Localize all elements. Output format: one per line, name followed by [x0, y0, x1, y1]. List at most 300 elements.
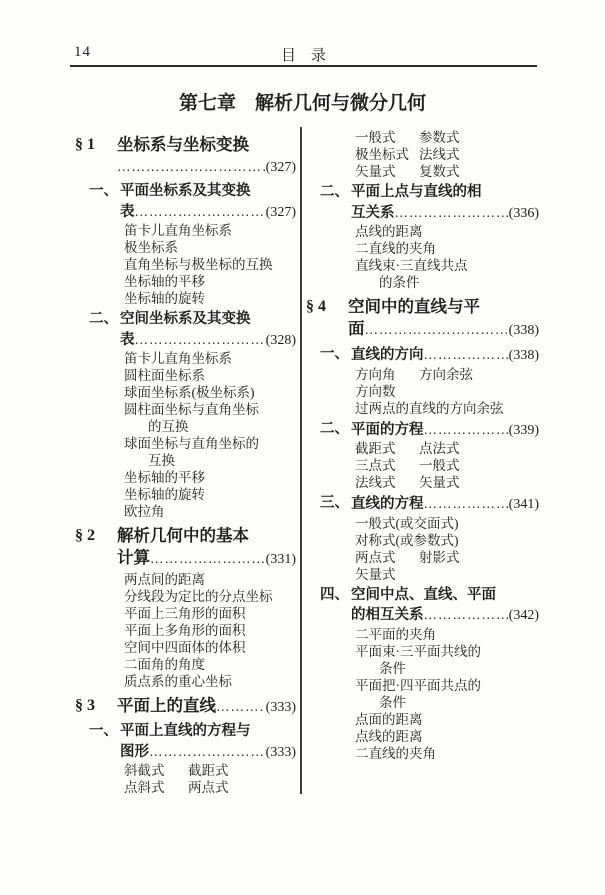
entry-label: 二、 — [320, 184, 349, 200]
entry-text: 平面把·四平面共点的 — [355, 677, 481, 693]
entry-text: 的条件 — [379, 275, 420, 290]
entry-line — [355, 383, 539, 400]
entry-text: 条件 — [379, 694, 406, 710]
entry-text: 坐标系与坐标变换 — [117, 135, 249, 154]
entry-text: 的互换 — [148, 419, 189, 434]
toc-item-entry — [355, 643, 539, 677]
entry-body — [124, 435, 296, 469]
toc-item-entry — [355, 223, 539, 240]
toc-pair-entry — [355, 457, 539, 474]
entry-text: 笛卡儿直角坐标系 — [124, 351, 232, 366]
entry-line — [124, 588, 296, 605]
entry-body — [355, 163, 539, 180]
toc-pair-entry — [355, 146, 539, 163]
entry-label: 一、 — [320, 346, 349, 362]
running-title: 目 录 — [280, 48, 326, 64]
page-ref: (327) — [265, 160, 296, 175]
entry-text: 坐标轴的旋转 — [124, 487, 205, 502]
page-ref: (338) — [508, 348, 539, 363]
entry-body — [351, 183, 539, 223]
entry-line — [355, 660, 539, 677]
entry-body — [355, 566, 539, 583]
entry-label: 一、 — [89, 723, 118, 739]
dot-leader — [216, 696, 265, 718]
entry-line — [355, 223, 539, 240]
entry-text: 点线的距离 — [355, 728, 423, 744]
toc-item-entry — [124, 350, 296, 367]
entry-label: 二、 — [320, 420, 349, 437]
entry-line — [117, 134, 296, 156]
toc-item-entry — [124, 256, 296, 273]
dot-leader — [395, 203, 508, 223]
entry-text: 极坐标系 — [124, 240, 178, 255]
entry-line — [355, 146, 539, 163]
toc-item-entry — [124, 486, 296, 503]
entry-body — [124, 384, 296, 401]
toc-item-entry — [355, 383, 539, 400]
entry-text: 一般式(或交面式) — [355, 515, 459, 531]
entry-text: 空间坐标系及其变换 — [120, 311, 251, 327]
entry-text: 表 — [120, 203, 135, 220]
entry-line — [124, 256, 296, 273]
entry-text: 两点式 — [188, 780, 229, 795]
entry-body — [124, 639, 296, 656]
toc-item-entry — [355, 257, 539, 291]
entry-line — [355, 457, 539, 474]
dot-leader — [424, 494, 508, 514]
entry-text: 的相互关系 — [351, 607, 424, 623]
toc-pair-entry — [355, 474, 539, 491]
toc-item-entry — [124, 673, 296, 690]
entry-text: 法线式 — [355, 475, 396, 490]
entry-line — [117, 547, 296, 571]
page-ref: (338) — [508, 323, 539, 338]
entry-text: 直角坐标与极坐标的互换 — [124, 257, 273, 272]
entry-text: 笛卡儿直角坐标系 — [124, 223, 232, 238]
entry-text: 一般式 — [355, 130, 396, 145]
entry-line — [120, 330, 296, 351]
entry-text: 计算 — [117, 548, 150, 567]
entry-text: 空间中的直线与平 — [348, 297, 480, 316]
toc-item-entry — [124, 290, 296, 307]
entry-line — [348, 296, 539, 318]
toc-sub-entry — [306, 420, 539, 441]
entry-line — [355, 440, 539, 457]
entry-label: 二、 — [89, 311, 118, 327]
toc-column-right — [306, 129, 539, 762]
entry-line — [355, 515, 539, 532]
entry-body — [348, 296, 539, 342]
entry-text: 方向余弦 — [419, 366, 473, 382]
entry-line — [355, 129, 539, 146]
entry-body — [117, 134, 296, 179]
column-divider — [300, 127, 302, 794]
toc-pair-entry — [124, 779, 296, 796]
chapter-title: 第七章 解析几何与微分几何 — [178, 92, 426, 114]
entry-line — [351, 203, 539, 224]
entry-line — [124, 656, 296, 673]
entry-line — [117, 695, 296, 719]
entry-body — [355, 728, 539, 745]
toc-sub-entry — [306, 494, 539, 515]
entry-line — [124, 486, 296, 503]
toc-sub-entry — [75, 310, 296, 350]
entry-line — [124, 503, 296, 520]
entry-body — [351, 420, 539, 441]
toc-item-entry — [355, 711, 539, 728]
toc-item-entry — [124, 273, 296, 290]
entry-body — [355, 549, 539, 566]
entry-label: § 4 — [306, 298, 326, 315]
entry-body — [355, 383, 539, 400]
page-ref: (328) — [265, 332, 296, 348]
entry-body — [124, 673, 296, 690]
dot-leader — [149, 742, 265, 762]
entry-body — [355, 643, 539, 677]
entry-line — [351, 586, 539, 606]
entry-text: 平面上直线的方程与 — [120, 723, 251, 739]
toc-item-entry — [124, 367, 296, 384]
entry-body — [124, 762, 296, 779]
toc-item-entry — [355, 677, 539, 711]
toc-sub-entry — [75, 722, 296, 762]
toc-pair-entry — [355, 549, 539, 566]
entry-line — [124, 779, 296, 796]
entry-line — [351, 605, 539, 626]
toc-sub-entry — [75, 182, 296, 222]
entry-line — [355, 711, 539, 728]
page-ref: (333) — [265, 744, 296, 760]
entry-text: 直线的方向 — [351, 347, 424, 363]
entry-text: 三点式 — [355, 458, 396, 473]
entry-line — [124, 401, 296, 418]
entry-body — [124, 256, 296, 273]
entry-text: 平面上三角形的面积 — [124, 606, 246, 621]
entry-text: 球面坐标与直角坐标的 — [124, 436, 259, 451]
entry-body — [355, 366, 539, 383]
entry-text: 坐标轴的旋转 — [124, 291, 205, 306]
entry-body — [355, 240, 539, 257]
toc-item-entry — [124, 639, 296, 656]
dot-leader — [135, 202, 265, 222]
entry-text: 条件 — [379, 660, 406, 676]
entry-line — [348, 318, 539, 342]
entry-body — [355, 223, 539, 240]
toc-section-entry — [75, 525, 296, 571]
entry-body — [124, 571, 296, 588]
entry-body — [124, 469, 296, 486]
toc-item-entry — [355, 515, 539, 532]
entry-text: 空间中四面体的体积 — [124, 640, 246, 655]
entry-text: 分线段为定比的分点坐标 — [124, 589, 273, 604]
entry-body — [117, 525, 296, 571]
entry-text: 过两点的直线的方向余弦 — [355, 400, 504, 416]
entry-line — [124, 239, 296, 256]
entry-text: 空间中点、直线、平面 — [351, 586, 496, 603]
toc-item-entry — [124, 656, 296, 673]
entry-label: § 2 — [75, 527, 95, 544]
entry-body — [355, 532, 539, 549]
entry-line — [355, 163, 539, 180]
entry-body — [355, 400, 539, 417]
entry-line — [355, 474, 539, 491]
entry-text: 二平面的夹角 — [355, 626, 436, 642]
entry-line — [124, 273, 296, 290]
entry-line — [124, 350, 296, 367]
entry-text: 截距式 — [188, 763, 229, 778]
entry-text: 平面的方程 — [351, 421, 424, 438]
entry-line — [351, 494, 539, 515]
page-ref: (333) — [265, 700, 296, 715]
toc-section-entry — [75, 695, 296, 719]
entry-line — [355, 728, 539, 745]
entry-text: 表 — [120, 331, 135, 348]
entry-line — [120, 182, 296, 202]
entry-text: 解析几何中的基本 — [117, 526, 249, 545]
page-ref: (339) — [508, 422, 539, 438]
entry-line — [124, 290, 296, 307]
entry-text: 矢量式 — [355, 566, 396, 582]
entry-line — [351, 420, 539, 441]
page-ref: (336) — [508, 205, 539, 221]
entry-body — [124, 367, 296, 384]
entry-text: 方向数 — [355, 383, 396, 399]
entry-body — [124, 401, 296, 435]
entry-body — [355, 626, 539, 643]
entry-body — [351, 494, 539, 515]
entry-text: 互关系 — [351, 204, 395, 221]
entry-line — [124, 384, 296, 401]
toc-section-entry — [75, 134, 296, 179]
entry-line — [355, 400, 539, 417]
entry-line — [355, 532, 539, 549]
entry-text: 矢量式 — [419, 475, 460, 490]
toc-pair-entry — [355, 366, 539, 383]
toc-item-entry — [355, 566, 539, 583]
entry-line — [355, 240, 539, 257]
entry-line — [124, 762, 296, 779]
entry-line — [355, 549, 539, 566]
entry-text: 点法式 — [419, 441, 460, 456]
entry-body — [124, 656, 296, 673]
entry-text: 对称式(或参数式) — [355, 532, 459, 548]
entry-text: 坐标轴的平移 — [124, 274, 205, 289]
toc-item-entry — [124, 571, 296, 588]
toc-item-entry — [124, 503, 296, 520]
dot-leader — [117, 156, 265, 178]
entry-line — [124, 469, 296, 486]
toc-item-entry — [355, 532, 539, 549]
toc-item-entry — [124, 588, 296, 605]
entry-text: 点面的距离 — [355, 711, 423, 727]
entry-text: 平面上的直线 — [117, 696, 216, 715]
dot-leader — [424, 345, 508, 365]
entry-label: § 3 — [75, 697, 95, 714]
entry-line — [124, 418, 296, 435]
entry-text: 截距式 — [355, 441, 396, 456]
entry-line — [124, 452, 296, 469]
entry-line — [355, 257, 539, 274]
entry-label: 四、 — [320, 586, 349, 603]
entry-text: 两点间的距离 — [124, 572, 205, 587]
entry-text: 圆柱面坐标系 — [124, 368, 205, 383]
dot-leader — [150, 548, 265, 570]
entry-text: 欧拉角 — [124, 504, 165, 519]
toc-sub-entry — [306, 183, 539, 223]
entry-line — [124, 571, 296, 588]
entry-line — [120, 310, 296, 330]
entry-body — [124, 588, 296, 605]
entry-body — [124, 350, 296, 367]
entry-line — [355, 694, 539, 711]
entry-text: 二直线的夹角 — [355, 241, 436, 256]
entry-text: 直线束·三直线共点 — [355, 258, 468, 273]
entry-text: 方向角 — [355, 366, 396, 382]
dot-leader — [365, 319, 508, 341]
entry-body — [351, 345, 539, 366]
entry-line — [117, 525, 296, 547]
entry-text: 平面上点与直线的相 — [351, 184, 482, 200]
toc-item-entry — [355, 745, 539, 762]
entry-text: 平面上多角形的面积 — [124, 623, 246, 638]
entry-text: 点线的距离 — [355, 224, 423, 239]
entry-line — [117, 156, 296, 179]
header-rule — [70, 65, 537, 67]
entry-line — [355, 274, 539, 291]
page-ref: (341) — [508, 497, 539, 512]
entry-text: 二直线的夹角 — [355, 745, 436, 761]
entry-line — [124, 435, 296, 452]
entry-text: 互换 — [148, 453, 175, 468]
entry-text: 直线的方程 — [351, 496, 424, 512]
entry-text: 复数式 — [419, 164, 460, 179]
entry-body — [120, 310, 296, 350]
toc-sub-entry — [306, 345, 539, 366]
entry-body — [355, 677, 539, 711]
toc-pair-entry — [355, 163, 539, 180]
entry-body — [355, 745, 539, 762]
entry-text: 图形 — [120, 743, 149, 760]
entry-line — [355, 745, 539, 762]
entry-body — [355, 129, 539, 146]
entry-line — [355, 626, 539, 643]
entry-text: 面 — [348, 319, 365, 338]
entry-text: 一般式 — [419, 458, 460, 473]
entry-body — [120, 182, 296, 222]
dot-leader — [424, 420, 508, 440]
entry-label: 一、 — [89, 183, 118, 199]
entry-line — [355, 366, 539, 383]
toc-item-entry — [124, 239, 296, 256]
entry-line — [124, 673, 296, 690]
entry-body — [355, 457, 539, 474]
entry-line — [351, 183, 539, 203]
entry-label: § 1 — [75, 136, 95, 153]
entry-body — [355, 474, 539, 491]
entry-line — [355, 566, 539, 583]
toc-pair-entry — [355, 129, 539, 146]
page-ref: (327) — [265, 204, 296, 220]
toc-item-entry — [355, 400, 539, 417]
entry-body — [120, 722, 296, 762]
entry-body — [351, 586, 539, 626]
entry-text: 两点式 — [355, 549, 396, 565]
entry-text: 点斜式 — [124, 780, 165, 795]
entry-body — [124, 503, 296, 520]
entry-line — [355, 677, 539, 694]
toc-sub-entry — [306, 586, 539, 626]
entry-body — [124, 222, 296, 239]
entry-text: 球面坐标系(极坐标系) — [124, 385, 255, 400]
entry-body — [117, 695, 296, 719]
entry-body — [124, 239, 296, 256]
dot-leader — [135, 330, 265, 350]
entry-line — [351, 345, 539, 366]
entry-body — [124, 290, 296, 307]
toc-item-entry — [124, 622, 296, 639]
entry-body — [355, 711, 539, 728]
entry-line — [120, 742, 296, 763]
toc-item-entry — [355, 240, 539, 257]
toc-pair-entry — [124, 762, 296, 779]
page-ref: (331) — [265, 552, 296, 567]
entry-text: 二面角的角度 — [124, 657, 205, 672]
entry-body — [355, 257, 539, 291]
entry-body — [124, 779, 296, 796]
toc-item-entry — [124, 401, 296, 435]
toc-item-entry — [124, 469, 296, 486]
entry-line — [124, 367, 296, 384]
entry-body — [124, 605, 296, 622]
entry-text: 平面坐标系及其变换 — [120, 183, 251, 199]
entry-body — [124, 273, 296, 290]
entry-text: 斜截式 — [124, 763, 165, 778]
entry-text: 极坐标式 — [355, 147, 409, 162]
entry-text: 质点系的重心坐标 — [124, 674, 232, 689]
entry-line — [124, 222, 296, 239]
entry-label: 三、 — [320, 495, 349, 511]
entry-line — [124, 605, 296, 622]
toc-pair-entry — [355, 440, 539, 457]
entry-text: 坐标轴的平移 — [124, 470, 205, 485]
entry-text: 平面束·三平面共线的 — [355, 643, 481, 659]
entry-body — [124, 486, 296, 503]
entry-text: 参数式 — [419, 130, 460, 145]
entry-body — [355, 146, 539, 163]
entry-text: 射影式 — [419, 549, 460, 565]
entry-body — [124, 622, 296, 639]
entry-text: 圆柱面坐标与直角坐标 — [124, 402, 259, 417]
entry-line — [120, 202, 296, 223]
entry-line — [120, 722, 296, 742]
entry-body — [355, 440, 539, 457]
toc-item-entry — [355, 728, 539, 745]
toc-item-entry — [124, 384, 296, 401]
toc-item-entry — [355, 626, 539, 643]
toc-item-entry — [124, 605, 296, 622]
entry-text: 矢量式 — [355, 164, 396, 179]
entry-line — [124, 622, 296, 639]
entry-line — [124, 639, 296, 656]
toc-column-left — [75, 129, 296, 796]
toc-item-entry — [124, 222, 296, 239]
entry-line — [355, 643, 539, 660]
entry-body — [355, 515, 539, 532]
entry-text: 法线式 — [419, 147, 460, 162]
dot-leader — [424, 605, 508, 625]
toc-item-entry — [124, 435, 296, 469]
toc-section-entry — [306, 296, 539, 342]
